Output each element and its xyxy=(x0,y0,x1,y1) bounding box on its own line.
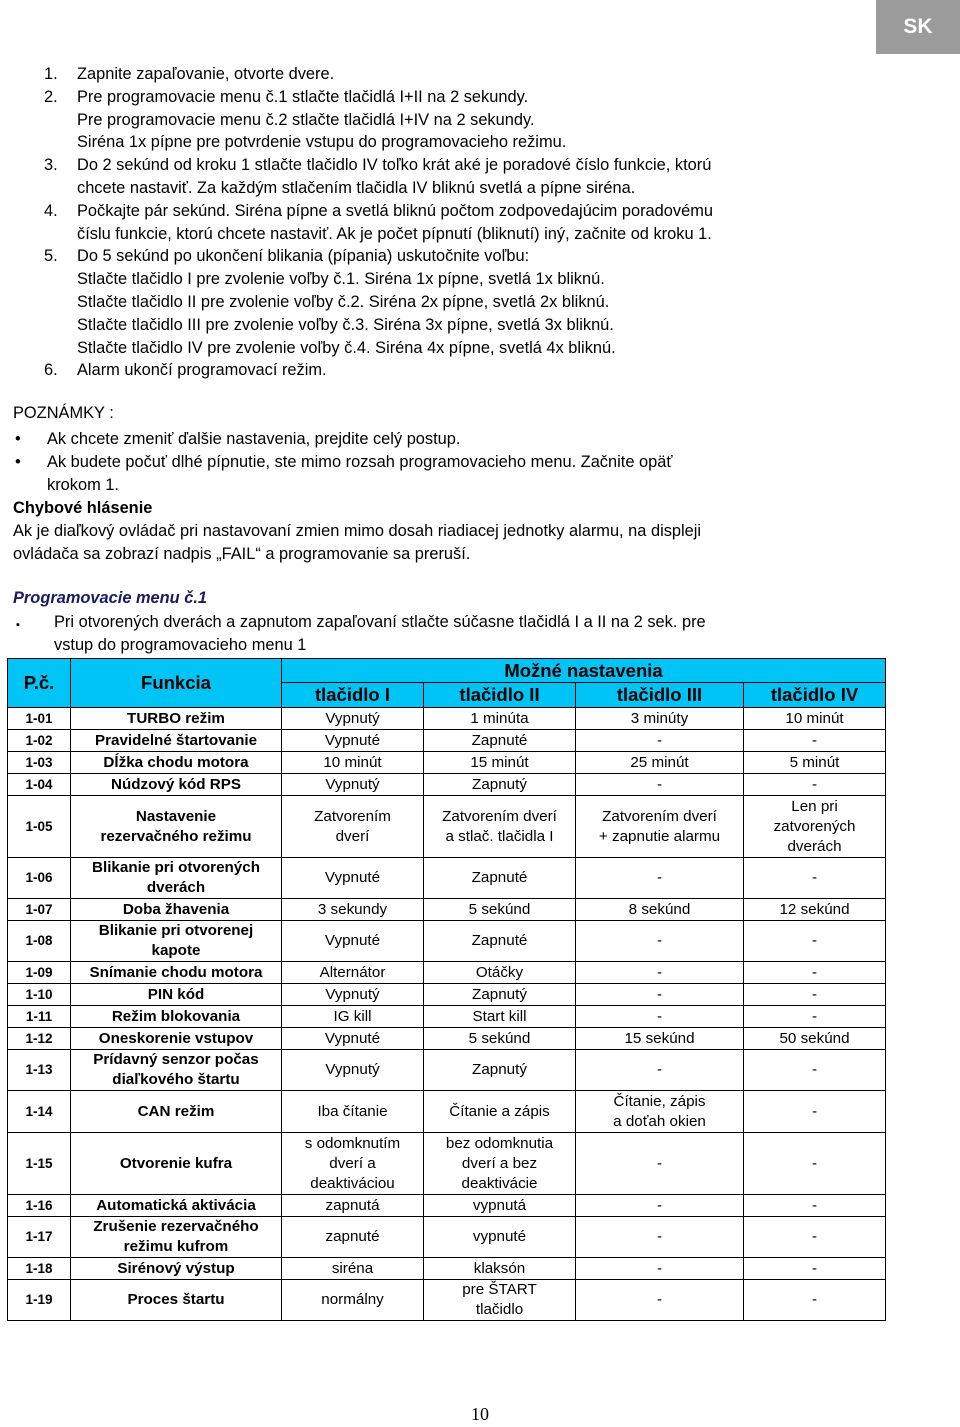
table-row xyxy=(8,796,886,858)
row-option-4: 10 minút xyxy=(744,708,886,730)
note-line: Ak budete počuť dlhé pípnutie, ste mimo rozsah programovacieho menu. Začnite opäť xyxy=(47,452,673,471)
table-row xyxy=(8,1028,886,1050)
step-line: Do 5 sekúnd po ukončení blikania (pípania) uskutočnite voľbu: xyxy=(77,247,530,266)
row-option-4: - xyxy=(744,1050,886,1091)
row-option-3: - xyxy=(576,1280,744,1321)
steps-list xyxy=(44,63,874,382)
row-function: Oneskorenie vstupov xyxy=(71,1028,282,1050)
row-option-1: 3 sekundy xyxy=(282,899,424,921)
row-option-1: Iba čítanie xyxy=(282,1091,424,1133)
row-option-1: Vypnuté xyxy=(282,730,424,752)
row-code: 1-08 xyxy=(8,921,71,962)
function-table xyxy=(7,658,886,1321)
row-option-3: 8 sekúnd xyxy=(576,899,744,921)
step-item xyxy=(44,200,874,246)
row-option-1: Vypnutý xyxy=(282,774,424,796)
row-code: 1-07 xyxy=(8,899,71,921)
row-option-3: - xyxy=(576,1006,744,1028)
header-option-2: tlačidlo II xyxy=(424,683,576,708)
step-number: 1. xyxy=(44,65,58,83)
table-row xyxy=(8,730,886,752)
step-line: chcete nastaviť. Za každým stlačením tlačidla IV bliknú svetlá a pípne siréna. xyxy=(77,178,636,197)
row-function: Zrušenie rezervačného režimu kufrom xyxy=(71,1217,282,1258)
row-option-2: Start kill xyxy=(424,1006,576,1028)
row-option-4: - xyxy=(744,1091,886,1133)
row-option-3: - xyxy=(576,774,744,796)
row-option-3: - xyxy=(576,1133,744,1195)
row-code: 1-13 xyxy=(8,1050,71,1091)
step-line: Stlačte tlačidlo II pre zvolenie voľby č.2. Siréna 2x pípne, svetlá 2x bliknú. xyxy=(77,292,610,311)
row-option-2: Zapnutý xyxy=(424,1050,576,1091)
error-line-2: ovládača sa zobrazí nadpis „FAIL“ a programovanie sa preruší. xyxy=(13,544,471,563)
step-line: Počkajte pár sekúnd. Siréna pípne a svetlá bliknú počtom zodpovedajúcim poradovému xyxy=(77,201,713,220)
row-code: 1-11 xyxy=(8,1006,71,1028)
table-row xyxy=(8,1091,886,1133)
step-item xyxy=(44,359,874,382)
step-line: Pre programovacie menu č.1 stlačte tlačidlá I+II na 2 sekundy. xyxy=(77,87,529,106)
row-function: Otvorenie kufra xyxy=(71,1133,282,1195)
row-option-3: - xyxy=(576,921,744,962)
row-code: 1-03 xyxy=(8,752,71,774)
menu-description xyxy=(13,611,883,657)
menu-heading: Programovacie menu č.1 xyxy=(13,589,208,607)
row-option-3: - xyxy=(576,730,744,752)
table-row xyxy=(8,962,886,984)
step-line: Stlačte tlačidlo III pre zvolenie voľby č.3. Siréna 3x pípne, svetlá 3x bliknú. xyxy=(77,315,614,334)
square-bullet-icon: ▪ xyxy=(16,619,20,631)
row-option-1: Vypnuté xyxy=(282,921,424,962)
step-number: 3. xyxy=(44,156,58,175)
row-code: 1-15 xyxy=(8,1133,71,1195)
step-item xyxy=(44,86,874,154)
row-option-3: Čítanie, zápis a doťah okien xyxy=(576,1091,744,1133)
row-option-1: IG kill xyxy=(282,1006,424,1028)
row-code: 1-06 xyxy=(8,858,71,899)
table-row xyxy=(8,774,886,796)
notes-heading: POZNÁMKY : xyxy=(13,404,114,422)
row-option-2: 1 minúta xyxy=(424,708,576,730)
table-row xyxy=(8,1133,886,1195)
row-function: Dĺžka chodu motora xyxy=(71,752,282,774)
table-row xyxy=(8,1006,886,1028)
row-option-3: - xyxy=(576,858,744,899)
row-function: Proces štartu xyxy=(71,1280,282,1321)
note-line: krokom 1. xyxy=(47,475,119,494)
row-function: Automatická aktivácia xyxy=(71,1195,282,1217)
row-function: Blikanie pri otvorených dverách xyxy=(71,858,282,899)
row-option-4: - xyxy=(744,1258,886,1280)
row-option-3: - xyxy=(576,1050,744,1091)
row-option-2: Zapnuté xyxy=(424,858,576,899)
row-function: TURBO režim xyxy=(71,708,282,730)
row-function: PIN kód xyxy=(71,984,282,1006)
row-option-4: 12 sekúnd xyxy=(744,899,886,921)
header-option-1: tlačidlo I xyxy=(282,683,424,708)
row-option-4: 50 sekúnd xyxy=(744,1028,886,1050)
step-item xyxy=(44,245,874,359)
row-function: Režim blokovania xyxy=(71,1006,282,1028)
bullet-icon: • xyxy=(15,430,21,448)
step-line: Stlačte tlačidlo I pre zvolenie voľby č.1. Siréna 1x pípne, svetlá 1x bliknú. xyxy=(77,270,605,289)
row-option-3: Zatvorením dverí + zapnutie alarmu xyxy=(576,796,744,858)
row-code: 1-02 xyxy=(8,730,71,752)
header-code: P.č. xyxy=(8,659,71,708)
row-option-1: Vypnutý xyxy=(282,708,424,730)
note-line: Ak chcete zmeniť ďalšie nastavenia, prejdite celý postup. xyxy=(47,430,461,448)
row-option-1: zapnuté xyxy=(282,1217,424,1258)
row-option-1: Vypnutý xyxy=(282,1050,424,1091)
row-option-2: 5 sekúnd xyxy=(424,899,576,921)
table-row xyxy=(8,899,886,921)
row-option-1: Vypnutý xyxy=(282,984,424,1006)
step-line: Stlačte tlačidlo IV pre zvolenie voľby č.4. Siréna 4x pípne, svetlá 4x bliknú. xyxy=(77,338,616,357)
table-row xyxy=(8,984,886,1006)
row-option-4: - xyxy=(744,774,886,796)
row-function: CAN režim xyxy=(71,1091,282,1133)
row-option-3: - xyxy=(576,1195,744,1217)
table-row xyxy=(8,1258,886,1280)
row-option-4: - xyxy=(744,1280,886,1321)
step-line: Siréna 1x pípne pre potvrdenie vstupu do programovacieho režimu. xyxy=(77,133,567,152)
row-option-4: 5 minút xyxy=(744,752,886,774)
step-item xyxy=(44,63,874,86)
row-option-2: Zapnutý xyxy=(424,984,576,1006)
step-line: Do 2 sekúnd od kroku 1 stlačte tlačidlo IV toľko krát aké je poradové číslo funkcie, ktorú xyxy=(77,156,712,175)
note-item xyxy=(13,428,873,451)
error-heading: Chybové hlásenie xyxy=(13,499,153,517)
error-section xyxy=(13,497,893,565)
row-option-1: Vypnuté xyxy=(282,858,424,899)
menu-desc-line-2: vstup do programovacieho menu 1 xyxy=(54,635,307,654)
row-function: Sirénový výstup xyxy=(71,1258,282,1280)
row-function: Prídavný senzor počas diaľkového štartu xyxy=(71,1050,282,1091)
table-row xyxy=(8,1050,886,1091)
row-option-2: Zapnutý xyxy=(424,774,576,796)
table-row xyxy=(8,921,886,962)
row-code: 1-18 xyxy=(8,1258,71,1280)
header-option-3: tlačidlo III xyxy=(576,683,744,708)
row-option-2: Zatvorením dverí a stlač. tlačidla I xyxy=(424,796,576,858)
row-code: 1-16 xyxy=(8,1195,71,1217)
table-row xyxy=(8,752,886,774)
row-option-4: - xyxy=(744,921,886,962)
row-option-4: - xyxy=(744,1133,886,1195)
row-code: 1-09 xyxy=(8,962,71,984)
row-option-1: siréna xyxy=(282,1258,424,1280)
row-option-4: Len pri zatvorených dverách xyxy=(744,796,886,858)
row-option-1: Zatvorením dverí xyxy=(282,796,424,858)
row-option-4: - xyxy=(744,858,886,899)
table-row xyxy=(8,1217,886,1258)
row-option-2: Otáčky xyxy=(424,962,576,984)
row-function: Pravidelné štartovanie xyxy=(71,730,282,752)
row-function: Nastavenie rezervačného režimu xyxy=(71,796,282,858)
step-line: Zapnite zapaľovanie, otvorte dvere. xyxy=(77,65,335,83)
menu-desc-line-1: Pri otvorených dverách a zapnutom zapaľovaní stlačte súčasne tlačidlá I a II na 2 sek. pre xyxy=(54,613,706,631)
row-option-2: Zapnuté xyxy=(424,921,576,962)
error-line-1: Ak je diaľkový ovládač pri nastavovaní zmien mimo dosah riadiacej jednotky alarmu, na displeji xyxy=(13,521,702,540)
step-number: 4. xyxy=(44,201,58,220)
row-code: 1-04 xyxy=(8,774,71,796)
row-function: Snímanie chodu motora xyxy=(71,962,282,984)
table-row xyxy=(8,1195,886,1217)
language-badge: SK xyxy=(876,0,960,54)
row-code: 1-12 xyxy=(8,1028,71,1050)
table-row xyxy=(8,1280,886,1321)
row-code: 1-05 xyxy=(8,796,71,858)
step-number: 5. xyxy=(44,247,58,266)
step-line: číslu funkcie, ktorú chcete nastaviť. Ak je počet pípnutí (bliknutí) iný, začnite od kroku 1. xyxy=(77,224,712,243)
row-option-3: 15 sekúnd xyxy=(576,1028,744,1050)
row-option-4: - xyxy=(744,1217,886,1258)
row-function: Doba žhavenia xyxy=(71,899,282,921)
page-number: 10 xyxy=(471,1404,489,1424)
row-option-2: vypnutá xyxy=(424,1195,576,1217)
notes-list xyxy=(13,428,873,496)
row-function: Blikanie pri otvorenej kapote xyxy=(71,921,282,962)
table-row xyxy=(8,858,886,899)
row-code: 1-14 xyxy=(8,1091,71,1133)
row-option-2: bez odomknutia dverí a bez deaktivácie xyxy=(424,1133,576,1195)
row-code: 1-17 xyxy=(8,1217,71,1258)
row-option-2: vypnuté xyxy=(424,1217,576,1258)
row-option-4: - xyxy=(744,984,886,1006)
row-option-2: Čítanie a zápis xyxy=(424,1091,576,1133)
row-option-2: klaksón xyxy=(424,1258,576,1280)
row-option-3: - xyxy=(576,1217,744,1258)
table-row xyxy=(8,708,886,730)
row-option-1: Vypnuté xyxy=(282,1028,424,1050)
bullet-icon: • xyxy=(15,452,21,471)
row-option-3: - xyxy=(576,962,744,984)
row-option-3: - xyxy=(576,1258,744,1280)
step-number: 2. xyxy=(44,87,58,106)
step-number: 6. xyxy=(44,361,58,380)
header-options-group: Možné nastavenia xyxy=(282,659,886,683)
row-option-1: 10 minút xyxy=(282,752,424,774)
step-line: Alarm ukončí programovací režim. xyxy=(77,361,327,380)
row-option-2: pre ŠTART tlačidlo xyxy=(424,1280,576,1321)
row-option-4: - xyxy=(744,730,886,752)
row-code: 1-01 xyxy=(8,708,71,730)
row-option-1: Alternátor xyxy=(282,962,424,984)
step-item xyxy=(44,154,874,200)
step-line: Pre programovacie menu č.2 stlačte tlačidlá I+IV na 2 sekundy. xyxy=(77,110,535,129)
row-option-2: Zapnuté xyxy=(424,730,576,752)
row-option-1: s odomknutím dverí a deaktiváciou xyxy=(282,1133,424,1195)
row-option-3: 3 minúty xyxy=(576,708,744,730)
header-function: Funkcia xyxy=(71,659,282,708)
row-option-4: - xyxy=(744,1195,886,1217)
row-option-4: - xyxy=(744,1006,886,1028)
header-option-4: tlačidlo IV xyxy=(744,683,886,708)
row-code: 1-10 xyxy=(8,984,71,1006)
row-option-4: - xyxy=(744,962,886,984)
row-option-1: zapnutá xyxy=(282,1195,424,1217)
row-option-2: 5 sekúnd xyxy=(424,1028,576,1050)
row-option-3: 25 minút xyxy=(576,752,744,774)
row-option-3: - xyxy=(576,984,744,1006)
row-option-1: normálny xyxy=(282,1280,424,1321)
row-function: Núdzový kód RPS xyxy=(71,774,282,796)
row-code: 1-19 xyxy=(8,1280,71,1321)
note-item xyxy=(13,451,873,497)
row-option-2: 15 minút xyxy=(424,752,576,774)
